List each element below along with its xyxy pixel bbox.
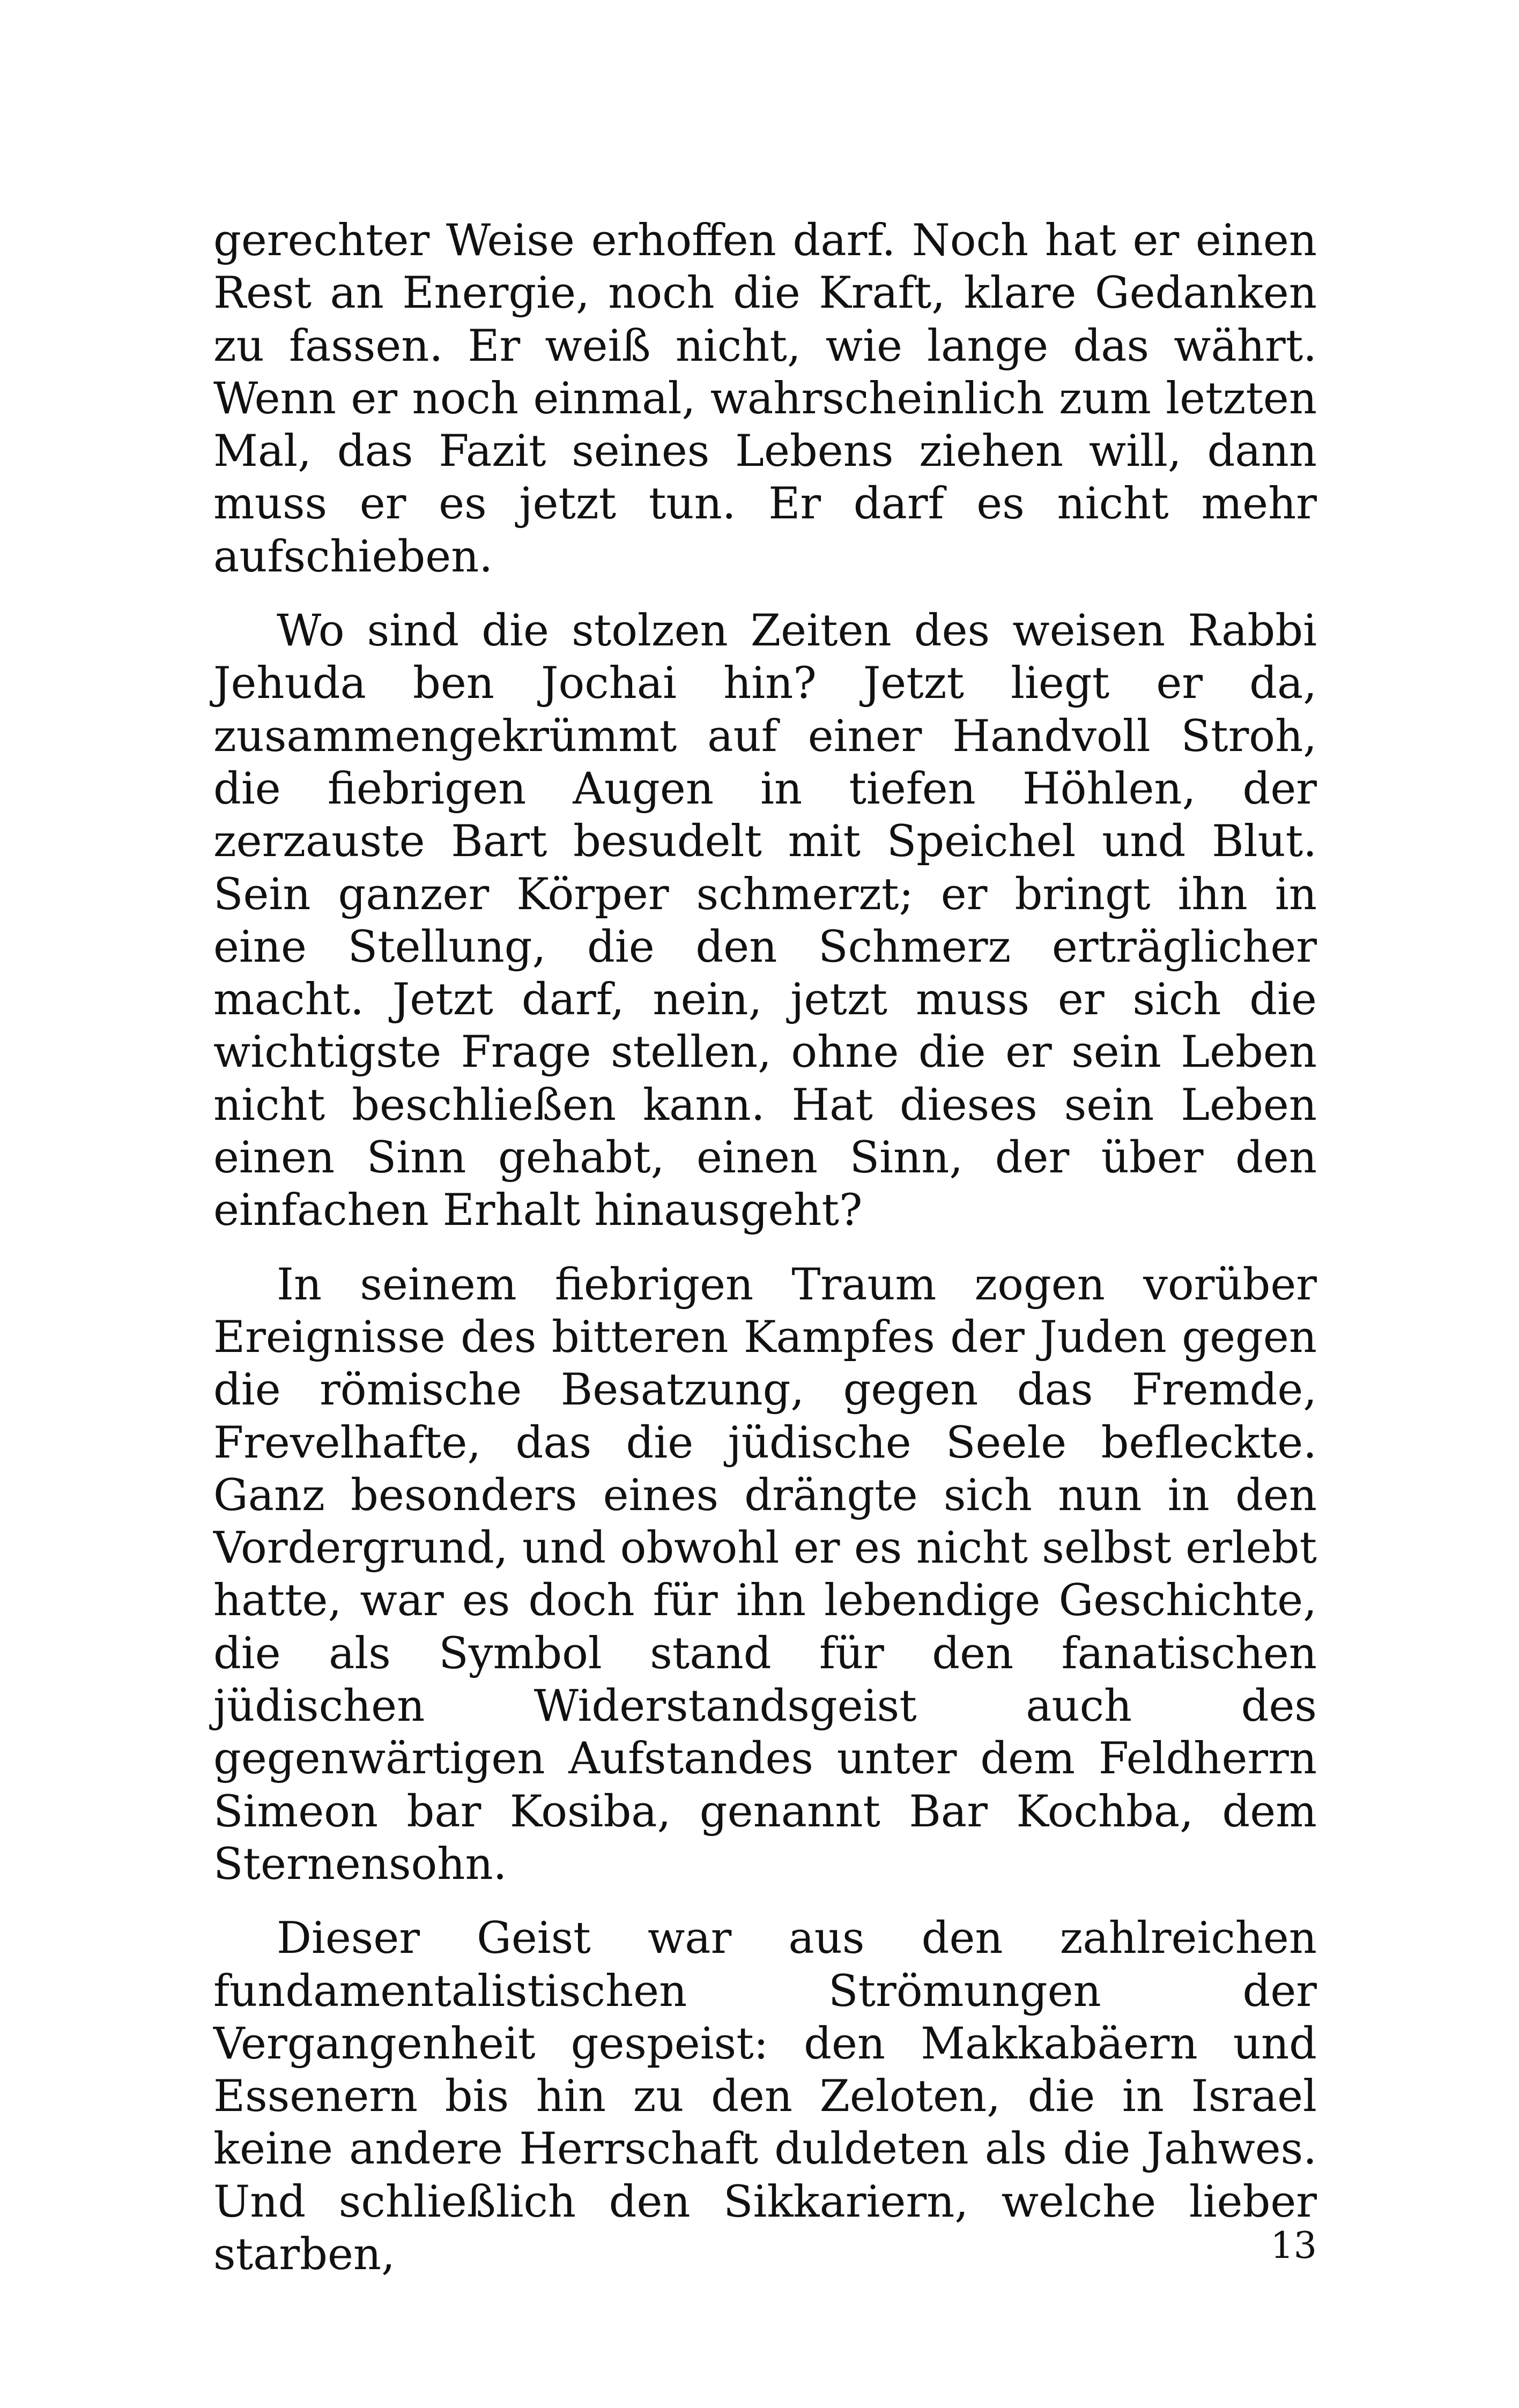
body-text — [213, 214, 1317, 2302]
paragraph-1: gerechter Weise erhoffen darf. Noch hat er einen Rest an Energie, noch die Kraft, klare Gedanken zu fassen. Er weiß nicht, wie lange das währt. Wenn er noch einmal, wahrscheinlich zum letzten Mal, das Fazit seines Lebens ziehen will, dann muss er es jetzt tun. Er darf es nicht mehr aufschieben. — [213, 215, 1317, 582]
paragraph-2: Wo sind die stolzen Zeiten des weisen Rabbi Jehuda ben Jochai hin? Jetzt liegt er da, zusammengekrümmt auf einer Handvoll Stroh, die fiebrigen Augen in tiefen Höhlen, der zerzauste Bart besudelt mit Speichel und Blut. Sein ganzer Körper schmerzt; er bringt ihn in eine Stellung, die den Schmerz erträglicher macht. Jetzt darf, nein, jetzt muss er sich die wichtigste Frage stellen, ohne die er sein Leben nicht beschließen kann. Hat dieses sein Leben einen Sinn gehabt, einen Sinn, der über den einfachen Erhalt hinausgeht? — [213, 606, 1317, 1236]
paragraph-4: Dieser Geist war aus den zahlreichen fundamentalistischen Strömungen der Vergangenheit gespeist: den Makkabäern und Essenern bis hin zu den Zeloten, die in Israel keine andere Herrschaft duldeten als die Jahwes. Und schließlich den Sikkariern, welche lieber starben, — [213, 1913, 1317, 2280]
page-number: 13 — [1270, 2225, 1317, 2267]
paragraph-3: In seinem fiebrigen Traum zogen vorüber Ereignisse des bitteren Kampfes der Juden gegen die römische Besatzung, gegen das Fremde, Frevelhafte, das die jüdische Seele befleckte. Ganz besonders eines drängte sich nun in den Vordergrund, und obwohl er es nicht selbst erlebt hatte, war es doch für ihn lebendige Geschichte, die als Symbol stand für den fanatischen jüdischen Widerstandsgeist auch des gegenwärtigen Aufstandes unter dem Feldherrn Simeon bar Kosiba, genannt Bar Kochba, dem Sternensohn. — [213, 1259, 1317, 1890]
